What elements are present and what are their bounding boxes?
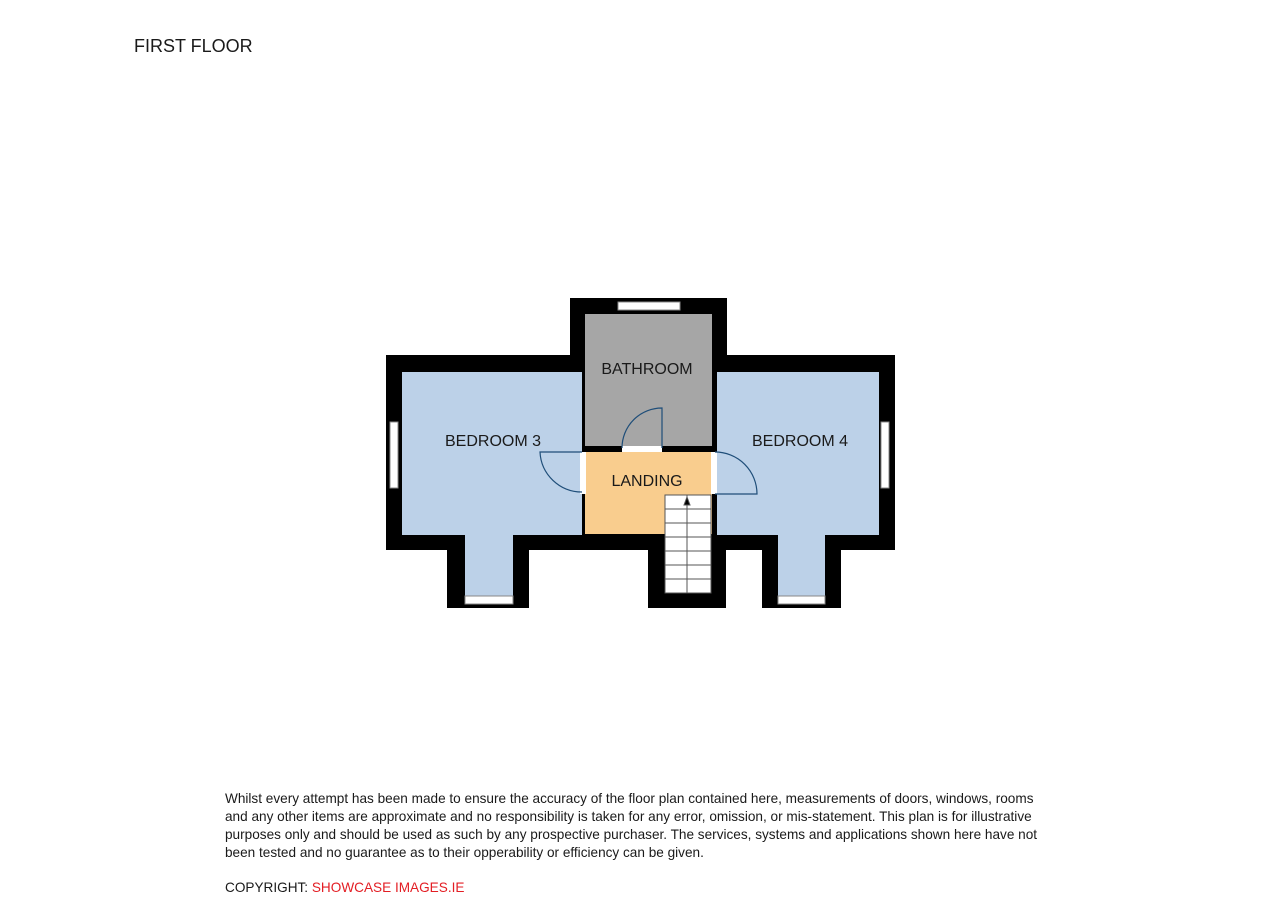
copyright-label: COPYRIGHT: bbox=[225, 880, 312, 895]
bedroom3-bay-fill bbox=[465, 535, 513, 598]
label-landing: LANDING bbox=[611, 473, 683, 490]
bedroom4-bay-fill bbox=[778, 535, 825, 598]
window-bedroom3-left bbox=[390, 422, 398, 488]
bedroom3-fill bbox=[402, 372, 582, 535]
window-bathroom bbox=[618, 302, 680, 310]
floor-title: FIRST FLOOR bbox=[134, 36, 253, 56]
label-bathroom: BATHROOM bbox=[601, 361, 693, 378]
copyright-line bbox=[225, 880, 464, 895]
bedroom4-fill bbox=[717, 372, 879, 535]
window-bedroom4-bay bbox=[778, 596, 825, 604]
bathroom-fill bbox=[585, 314, 712, 446]
window-bedroom4-right bbox=[881, 422, 889, 488]
disclaimer-text: Whilst every attempt has been made to ensure the accuracy of the floor plan contained here, measurements of doors, windows, rooms and any other items are approximate and no responsibility is taken for any error, omission, or mis-statement. This plan is for illustrative purposes only and should be used as such by any prospective purchaser. The services, systems and applications shown here have not been tested and no guarantee as to their opperability or efficiency can be given. bbox=[225, 791, 1038, 860]
window-bedroom3-bay bbox=[465, 596, 513, 604]
copyright-brand: SHOWCASE IMAGES.IE bbox=[311, 880, 465, 895]
label-bedroom4: BEDROOM 4 bbox=[751, 433, 849, 450]
label-bedroom3: BEDROOM 3 bbox=[444, 433, 542, 450]
stair-fill bbox=[665, 495, 711, 593]
